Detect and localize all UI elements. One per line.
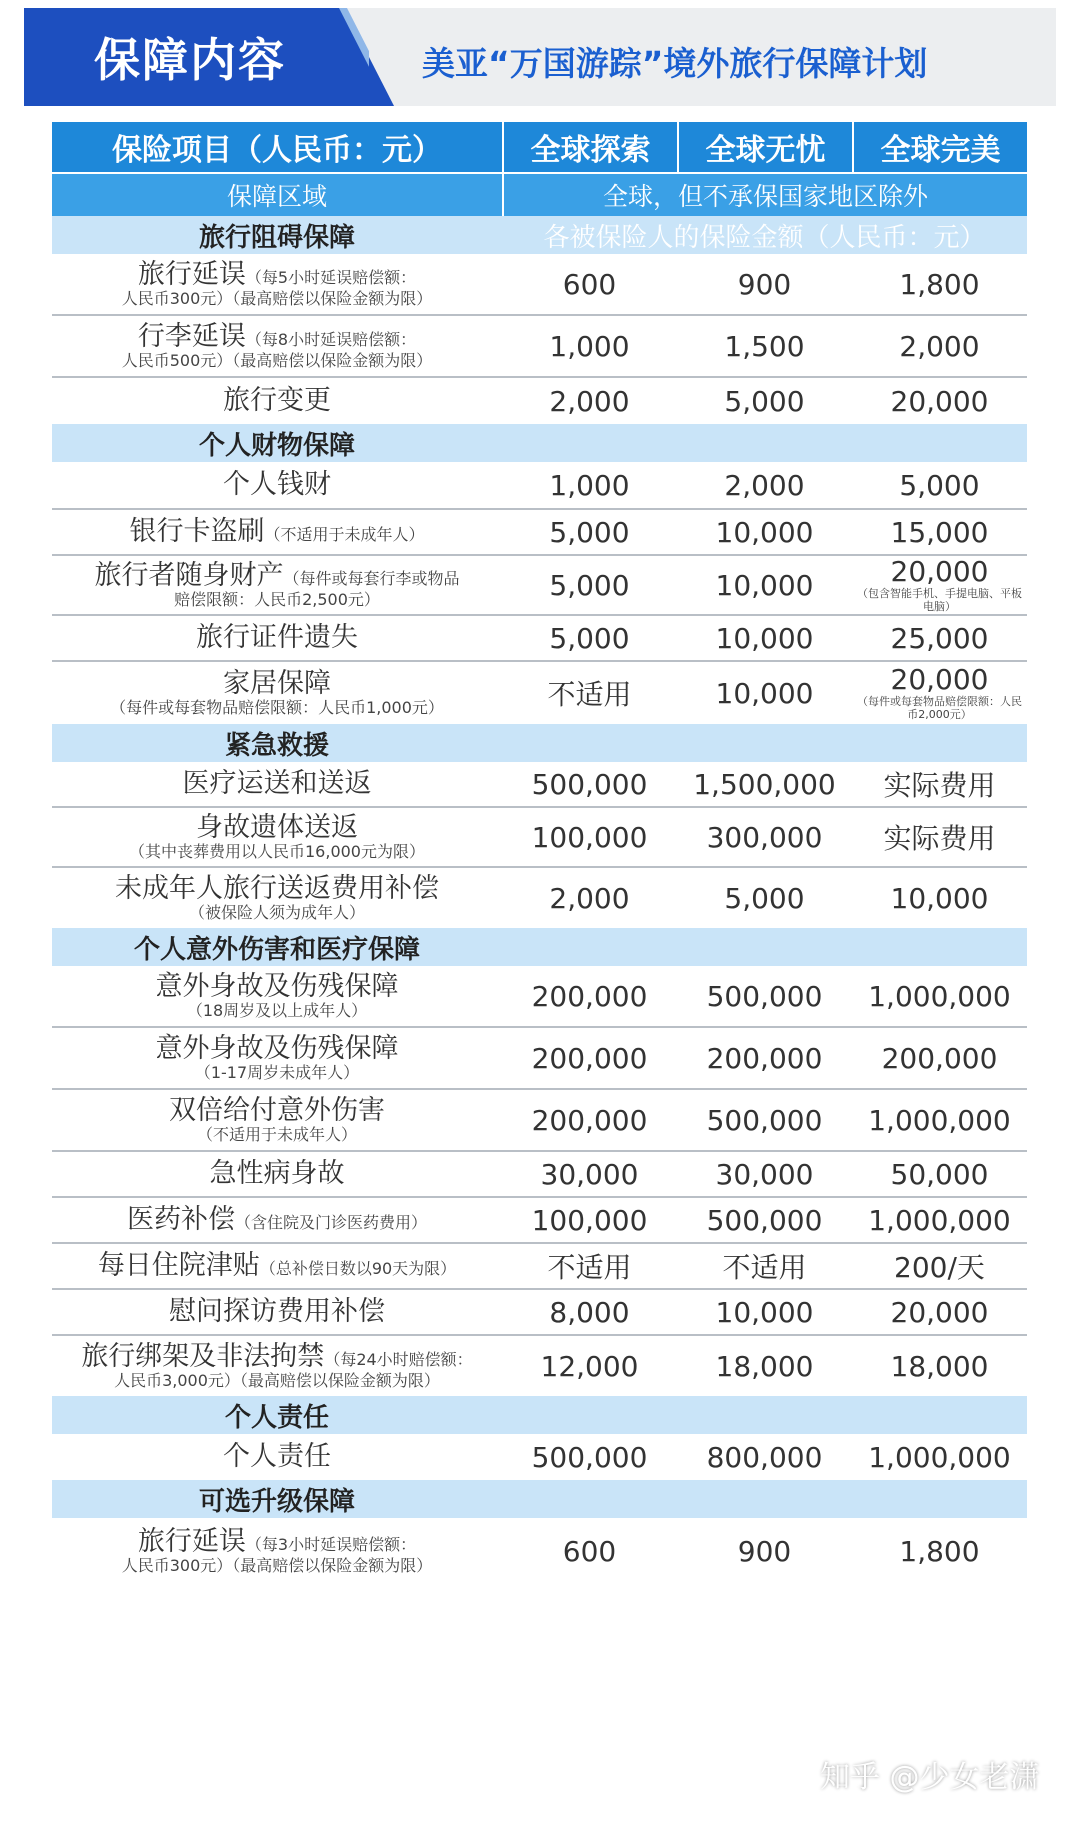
item-name: 旅行证件遗失 [196, 622, 358, 654]
item-name-cell [52, 462, 502, 508]
plan-value: 1,500,000 [693, 767, 836, 801]
header-item-label: 保险项目（人民币：元） [112, 133, 442, 168]
item-name-cell [52, 868, 502, 928]
plan-value: 5,000 [549, 621, 630, 655]
plan-value: 300,000 [706, 820, 823, 854]
section-header [52, 928, 1027, 966]
plan-value: 100,000 [531, 1203, 648, 1237]
plan-value: 实际费用 [883, 769, 996, 802]
plan-value: 10,000 [715, 1295, 814, 1329]
plan-value: 200/天 [894, 1251, 985, 1284]
plan-value: 10,000 [715, 568, 814, 602]
item-name: 意外身故及伤残保障 [155, 1033, 399, 1065]
item-name-cell [52, 1028, 502, 1088]
plan-value: 200,000 [531, 1103, 648, 1137]
plan-value-cell [852, 556, 1027, 614]
plan-value: 20,000 [890, 663, 989, 697]
table-row [52, 1198, 1027, 1244]
plan-value: 5,000 [549, 515, 630, 549]
item-name: 行李延误 [137, 321, 246, 353]
plan-value: 18,000 [890, 1349, 989, 1383]
item-name-cell [52, 556, 502, 614]
item-name-cell [52, 966, 502, 1026]
item-name-cell [52, 1336, 502, 1396]
table-row [52, 1028, 1027, 1090]
section-title: 个人财物保障 [198, 430, 355, 461]
table-row [52, 462, 1027, 510]
item-name: 个人责任 [223, 1441, 331, 1473]
header-plan-perfect: 全球完美 [852, 122, 1027, 172]
plan-value: 1,500 [724, 329, 805, 363]
plan-value: 1,000 [549, 329, 630, 363]
plan-value: 1,800 [899, 267, 980, 301]
table-row [52, 868, 1027, 928]
plan-value: 600 [562, 1534, 617, 1568]
banner-subtitle: 美亚“万国游踪”境外旅行保障计划 [422, 44, 928, 83]
table-row [52, 1336, 1027, 1396]
plan-value: 25,000 [890, 621, 989, 655]
section-title: 旅行阻碍保障 [198, 222, 355, 253]
header-plan-worryfree: 全球无忧 [677, 122, 852, 172]
item-name: 医药补偿 [126, 1204, 235, 1236]
item-name: 意外身故及伤残保障 [155, 971, 399, 1003]
plan-value: 30,000 [540, 1157, 639, 1191]
item-name: 旅行绑架及非法拘禁 [81, 1341, 325, 1373]
item-name-cell [52, 254, 502, 314]
item-name: 个人钱财 [223, 469, 331, 501]
plan-value: 500,000 [706, 979, 823, 1013]
plan-value: 2,000 [724, 468, 805, 502]
plan-value: 20,000 [890, 384, 989, 418]
table-row [52, 616, 1027, 662]
plan-value: 12,000 [540, 1349, 639, 1383]
item-name: 每日住院津贴 [97, 1250, 260, 1282]
item-name-cell [52, 1434, 502, 1480]
plan-value: 20,000 [890, 555, 989, 589]
item-note: （含住院及门诊医药费用） [234, 1213, 427, 1233]
section-title: 紧急救援 [224, 730, 329, 761]
item-name: 未成年人旅行送返费用补偿 [115, 873, 439, 905]
item-note: （每件或每套行李或物品 [283, 569, 460, 589]
plan-value: 100,000 [531, 820, 648, 854]
item-name: 家居保障 [223, 668, 331, 700]
plan-value: 5,000 [724, 384, 805, 418]
section-header [52, 724, 1027, 762]
plan-value: 5,000 [549, 568, 630, 602]
plan-value-note: （包含智能手机、手提电脑、平板电脑） [857, 586, 1022, 613]
item-name: 急性病身故 [209, 1158, 345, 1190]
item-note: （每5小时延误赔偿额： [245, 268, 417, 288]
item-name-cell [52, 1198, 502, 1242]
item-name: 旅行变更 [223, 385, 331, 417]
item-note-below: （不适用于未成年人） [196, 1125, 357, 1145]
table-row [52, 1434, 1027, 1480]
plan-value: 200,000 [881, 1041, 998, 1075]
item-note-below: （每件或每套物品赔偿限额：人民币1,000元） [110, 698, 444, 718]
coverage-table [52, 122, 1027, 1584]
section-amount-caption: 各被保险人的保险金额（人民币：元） [543, 222, 986, 253]
plan-value: 30,000 [715, 1157, 814, 1191]
section-header [52, 1396, 1027, 1434]
plan-value-cell [852, 662, 1027, 724]
watermark: 知乎 @少女老潇 [820, 1760, 1040, 1795]
item-note: （每8小时延误赔偿额： [245, 330, 417, 350]
item-note: （每24小时赔偿额： [324, 1350, 473, 1370]
plan-value: 10,000 [890, 881, 989, 915]
table-row [52, 966, 1027, 1028]
plan-value: 2,000 [899, 329, 980, 363]
item-note-below: （其中丧葬费用以人民币16,000元为限） [129, 842, 425, 862]
table-row [52, 378, 1027, 424]
item-note-below: （1-17周岁未成年人） [194, 1063, 360, 1083]
table-row [52, 1090, 1027, 1152]
item-name: 旅行延误 [137, 1526, 246, 1558]
plan-value: 15,000 [890, 515, 989, 549]
item-name-cell [52, 316, 502, 376]
table-row [52, 662, 1027, 724]
plan-value: 2,000 [549, 881, 630, 915]
plan-value: 200,000 [531, 979, 648, 1013]
item-name-cell [52, 1090, 502, 1150]
table-body [52, 216, 1027, 1584]
plan-value: 不适用 [722, 1251, 807, 1284]
plan-value: 200,000 [706, 1041, 823, 1075]
section-header [52, 1480, 1027, 1518]
plan-value: 900 [737, 1534, 792, 1568]
item-note-below: （被保险人须为成年人） [188, 903, 365, 923]
plan-value-note: （每件或每套物品赔偿限额：人民币2,000元） [857, 694, 1022, 721]
plan-value: 实际费用 [883, 822, 996, 855]
plan-value: 10,000 [715, 515, 814, 549]
plan-value: 2,000 [549, 384, 630, 418]
item-note: （每3小时延误赔偿额： [245, 1535, 417, 1555]
plan-value: 600 [562, 267, 617, 301]
item-name: 医疗运送和送返 [182, 768, 372, 800]
plan-value: 10,000 [715, 676, 814, 710]
item-note-line2: 人民币500元）（最高赔偿以保险金额为限） [121, 351, 433, 371]
item-name-cell [52, 1152, 502, 1196]
section-title: 个人责任 [224, 1402, 329, 1433]
item-note-line2: 人民币300元）（最高赔偿以保险金额为限） [121, 289, 433, 309]
item-name-cell [52, 662, 502, 724]
plan-value: 5,000 [724, 881, 805, 915]
table-row [52, 510, 1027, 556]
table-row [52, 1152, 1027, 1198]
item-name: 双倍给付意外伤害 [169, 1095, 385, 1127]
item-note-line2: 人民币3,000元）（最高赔偿以保险金额为限） [114, 1371, 440, 1391]
plan-value: 500,000 [531, 767, 648, 801]
banner-title: 保障内容 [94, 33, 286, 87]
item-note-line2: 人民币300元）（最高赔偿以保险金额为限） [121, 1556, 433, 1576]
plan-value: 不适用 [547, 678, 632, 711]
plan-value: 1,000 [549, 468, 630, 502]
item-name-cell [52, 616, 502, 660]
plan-value: 1,000,000 [868, 979, 1011, 1013]
plan-value: 200,000 [531, 1041, 648, 1075]
region-value: 全球，但不承保国家地区除外 [502, 174, 1027, 216]
item-name: 旅行延误 [137, 259, 246, 291]
table-row [52, 1244, 1027, 1290]
item-note-below: （18周岁及以上成年人） [186, 1001, 368, 1021]
plan-value: 1,800 [899, 1534, 980, 1568]
item-name-cell [52, 1244, 502, 1288]
item-note: （总补偿日数以90天为限） [259, 1259, 457, 1279]
item-name: 旅行者随身财产 [94, 560, 284, 592]
plan-value: 1,000,000 [868, 1203, 1011, 1237]
plan-value: 900 [737, 267, 792, 301]
table-row [52, 316, 1027, 378]
item-note-line2: 赔偿限额：人民币2,500元） [174, 590, 380, 610]
plan-value: 500,000 [706, 1103, 823, 1137]
table-row [52, 254, 1027, 316]
plan-value: 500,000 [706, 1203, 823, 1237]
page-banner [24, 8, 1056, 106]
plan-value: 不适用 [547, 1251, 632, 1284]
item-name-cell [52, 1290, 502, 1334]
table-row [52, 808, 1027, 868]
plan-value: 5,000 [899, 468, 980, 502]
item-name: 银行卡盗刷 [129, 516, 265, 548]
plan-value: 1,000,000 [868, 1103, 1011, 1137]
item-name-cell [52, 510, 502, 554]
item-name-cell [52, 378, 502, 424]
table-row [52, 556, 1027, 616]
table-row [52, 1518, 1027, 1584]
plan-value: 500,000 [531, 1440, 648, 1474]
item-note: （不适用于未成年人） [264, 525, 425, 545]
table-row [52, 762, 1027, 808]
item-name-cell [52, 762, 502, 806]
table-region-row [52, 172, 1027, 216]
item-name-cell [52, 808, 502, 866]
plan-value: 10,000 [715, 621, 814, 655]
item-name: 身故遗体送返 [196, 812, 358, 844]
section-header [52, 216, 1027, 254]
plan-value: 1,000,000 [868, 1440, 1011, 1474]
section-title: 可选升级保障 [198, 1486, 355, 1517]
table-row [52, 1290, 1027, 1336]
plan-value: 20,000 [890, 1295, 989, 1329]
header-plan-explore: 全球探索 [502, 122, 677, 172]
plan-value: 8,000 [549, 1295, 630, 1329]
table-header-row [52, 122, 1027, 172]
plan-value: 18,000 [715, 1349, 814, 1383]
plan-value: 800,000 [706, 1440, 823, 1474]
region-label: 保障区域 [226, 182, 327, 211]
item-name: 慰问探访费用补偿 [169, 1296, 385, 1328]
item-name-cell [52, 1518, 502, 1584]
section-title: 个人意外伤害和医疗保障 [133, 934, 420, 965]
plan-value: 50,000 [890, 1157, 989, 1191]
section-header [52, 424, 1027, 462]
